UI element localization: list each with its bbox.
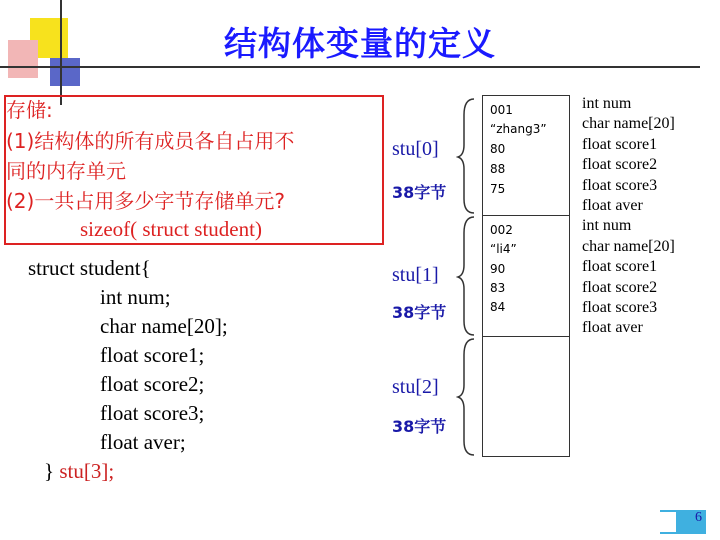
code-line-2: int num; (100, 285, 171, 309)
mem-cell: 88 (490, 162, 506, 176)
title-underline (0, 66, 700, 68)
page-number: 6 (695, 510, 702, 525)
stu-0-label: stu[0] (392, 138, 439, 160)
mem-cell: 001 (490, 103, 513, 117)
page-title: 结构体变量的定义 (224, 24, 496, 63)
storage-line-1: 存储: (6, 98, 53, 122)
code-line-4: float score1; (100, 343, 205, 367)
code-line-3: char name[20]; (100, 314, 228, 338)
member-item: float score2 (582, 278, 658, 296)
code-line-5: float score2; (100, 372, 205, 396)
code-line-7: float aver; (100, 430, 186, 454)
storage-line-2: (1)结构体的所有成员各自占用不 (6, 129, 295, 153)
memory-separator-1 (482, 215, 570, 216)
stu-0-bytes: 38字节 (392, 183, 447, 202)
mem-cell: “zhang3” (490, 122, 547, 136)
mem-cell: 75 (490, 182, 506, 196)
member-item: float score1 (582, 258, 658, 276)
mem-cell: 83 (490, 281, 506, 295)
left-brace-stu-1 (458, 217, 474, 335)
member-item: float score3 (582, 176, 658, 194)
stu-2-bytes: 38字节 (392, 417, 447, 436)
members-list (582, 94, 675, 339)
brace-group (456, 95, 478, 460)
member-item: float score3 (582, 299, 658, 317)
page-number-notch (660, 512, 676, 532)
member-item: char name[20] (582, 115, 675, 133)
mem-cell: 002 (490, 223, 513, 237)
storage-line-4: (2)一共占用多少字节存储单元? (6, 189, 285, 213)
array-declaration: stu[3]; (59, 459, 115, 483)
left-brace-stu-2 (458, 339, 474, 455)
mem-cell: 90 (490, 262, 506, 276)
stu-2-label: stu[2] (392, 376, 439, 398)
memory-separator-2 (482, 336, 570, 337)
code-line-8 (44, 458, 114, 485)
storage-line-3: 同的内存单元 (6, 159, 126, 183)
mem-cell: 80 (490, 142, 506, 156)
code-line-6: float score3; (100, 401, 205, 425)
stu-1-label: stu[1] (392, 264, 439, 286)
mem-cell: 84 (490, 300, 506, 314)
left-brace-stu-0 (458, 99, 474, 213)
storage-line-5: sizeof( struct student) (80, 217, 262, 241)
closing-brace: } (44, 459, 60, 483)
member-item: float aver (582, 197, 643, 215)
code-line-1: struct student{ (28, 256, 151, 280)
member-item: int num (582, 217, 632, 235)
member-item: float aver (582, 319, 643, 337)
stu-1-bytes: 38字节 (392, 303, 447, 322)
member-item: float score1 (582, 135, 658, 153)
member-item: int num (582, 95, 632, 112)
member-item: char name[20] (582, 237, 675, 255)
mem-cell: “li4” (490, 242, 517, 256)
member-item: float score2 (582, 156, 658, 174)
